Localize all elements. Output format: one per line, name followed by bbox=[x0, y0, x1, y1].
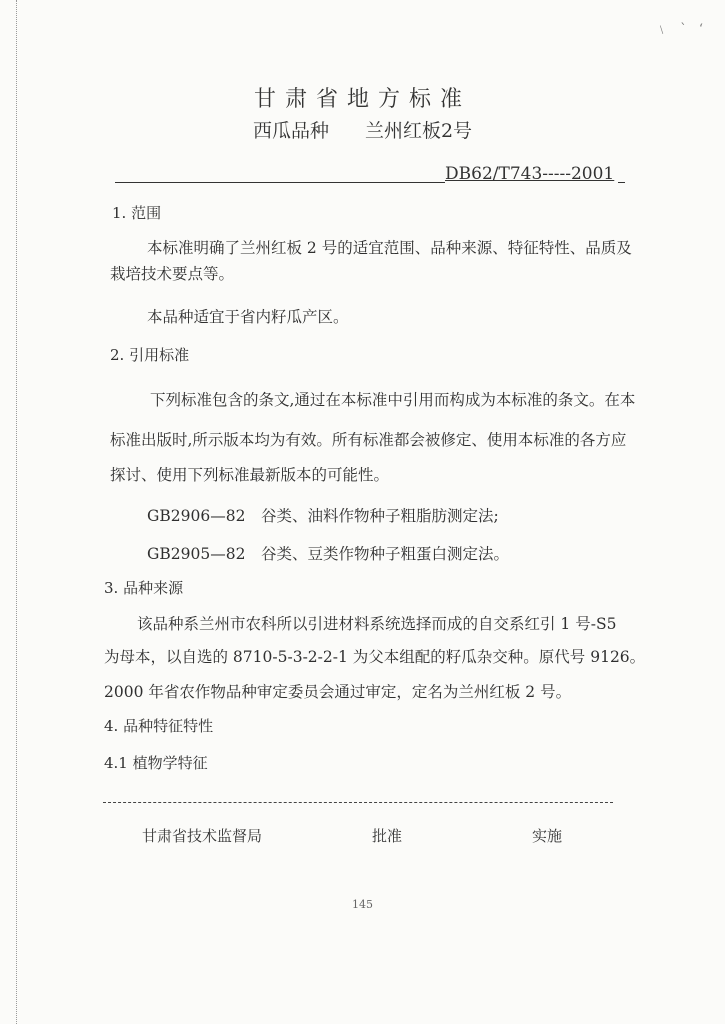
section-3-paragraph-line-2: 为母本，以自选的 8710-5-3-2-2-1 为父本组配的籽瓜杂交种。原代号 9126。 bbox=[104, 648, 646, 666]
page-number: 145 bbox=[352, 898, 373, 911]
section-1-paragraph-line-2: 栽培技术要点等。 bbox=[110, 265, 235, 283]
document-title: 甘肃省地方标准 bbox=[253, 87, 471, 112]
section-2-paragraph-line-1: 下列标准包含的条文,通过在本标准中引用而构成为本标准的条文。在本 bbox=[150, 391, 636, 409]
section-3-paragraph-line-1: 该品种系兰州市农科所以引进材料系统选择而成的自交系红引 1 号-S5 bbox=[137, 615, 617, 633]
reference-standard-1: GB2906—82 谷类、油料作物种子粗脂肪测定法; bbox=[147, 507, 499, 525]
section-4-heading: 4. 品种特征特性 bbox=[104, 717, 214, 735]
subtitle-category: 西瓜品种 bbox=[252, 120, 329, 142]
section-4-1-heading: 4.1 植物学特征 bbox=[104, 754, 208, 772]
scan-edge-dots bbox=[16, 0, 18, 1024]
section-1-scope-note: 本品种适宜于省内籽瓜产区。 bbox=[147, 308, 349, 326]
standard-number: DB62/T743-----2001 bbox=[445, 164, 618, 184]
section-2-paragraph-line-2: 标准出版时,所示版本均为有效。所有标准都会被修定、使用本标准的各方应 bbox=[110, 431, 627, 449]
section-3-heading: 3. 品种来源 bbox=[104, 579, 184, 597]
scan-noise-marks: ﹨ ` ‘ bbox=[655, 22, 707, 37]
section-1-heading: 1. 范围 bbox=[112, 204, 162, 222]
implement-label: 实施 bbox=[532, 827, 563, 845]
section-3-paragraph-line-3: 2000 年省农作物品种审定委员会通过审定，定名为兰州红板 2 号。 bbox=[104, 683, 572, 701]
issuing-authority: 甘肃省技术监督局 bbox=[142, 827, 263, 845]
section-2-paragraph-line-3: 探讨、使用下列标准最新版本的可能性。 bbox=[110, 466, 390, 484]
subtitle-variety: 兰州红板2号 bbox=[364, 120, 473, 142]
section-1-paragraph-line-1: 本标准明确了兰州红板 2 号的适宜范围、品种来源、特征特性、品质及 bbox=[147, 239, 632, 257]
document-subtitle bbox=[0, 116, 725, 143]
approve-label: 批准 bbox=[372, 827, 403, 845]
reference-standard-2: GB2905—82 谷类、豆类作物种子粗蛋白测定法。 bbox=[147, 545, 509, 563]
section-2-heading: 2. 引用标准 bbox=[110, 346, 190, 364]
footer-rule bbox=[103, 802, 613, 803]
